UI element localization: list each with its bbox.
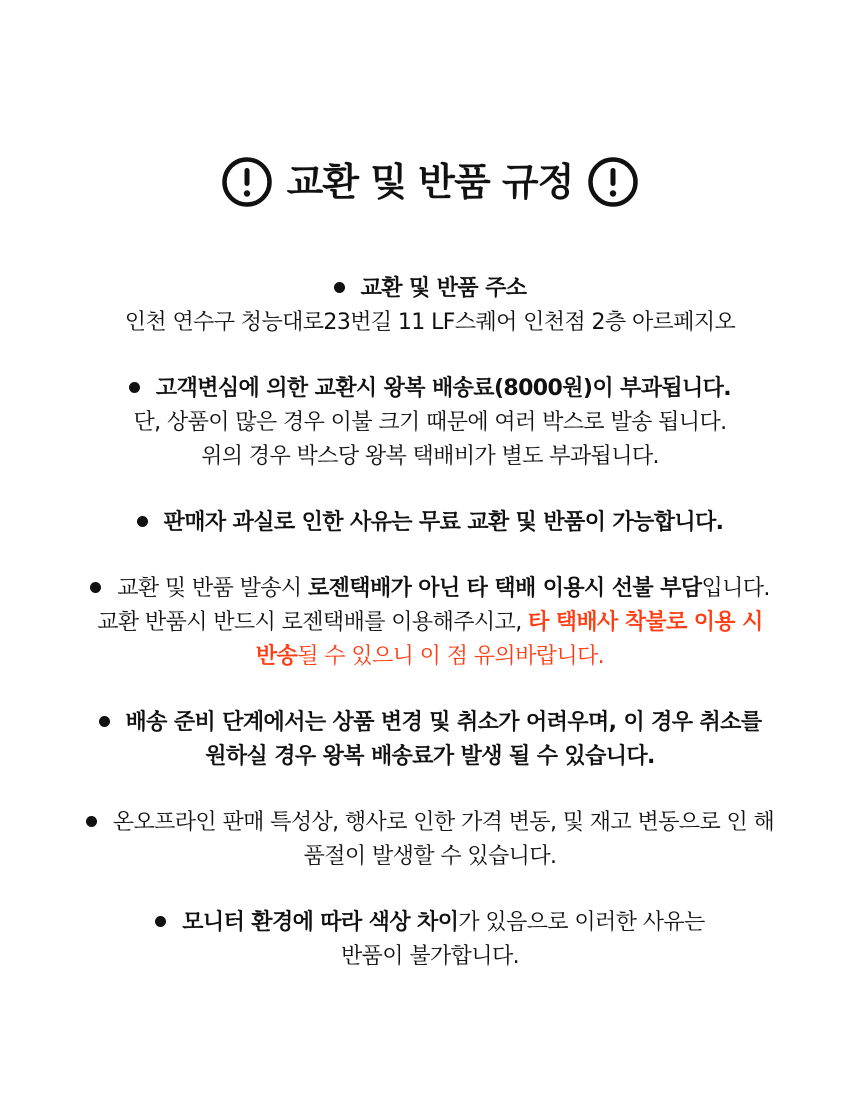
section-text: 교환 및 반품 발송시 [117,576,308,601]
bullet-icon [137,516,148,527]
exclamation-circle-icon [221,156,273,208]
bullet-icon [90,582,101,593]
return-address-text: 인천 연수구 청능대로23번길 11 LF스퀘어 인천점 2층 아르페지오 [124,310,736,335]
section-heading: 판매자 과실로 인한 사유는 무료 교환 및 반품이 가능합니다. [163,510,724,535]
section-change-of-mind [20,372,840,474]
policy-sections [20,272,840,1006]
section-text: 교환 반품시 반드시 로젠택배를 이용해주시고, [97,610,528,635]
bullet-icon [334,282,345,293]
section-stock [20,806,840,874]
section-heading: 배송 준비 단계에서는 상품 변경 및 취소가 어려우며, 이 경우 취소를 [125,710,762,735]
section-heading: 고객변심에 의한 교환시 왕복 배송료(8000원)이 부과됩니다. [155,376,732,401]
section-text: 위의 경우 박스당 왕복 택배비가 별도 부과됩니다. [201,444,659,469]
section-text: 입니다. [701,576,770,601]
section-shipping-prep [20,706,840,774]
section-emphasis: 모니터 환경에 따라 색상 차이 [182,910,459,935]
warning-text: 될 수 있으니 이 점 유의바랍니다. [297,644,605,669]
page-title: 교환 및 반품 규정 [286,160,574,204]
section-seller-fault [20,506,840,540]
warning-text: 반송 [255,644,298,669]
bullet-icon [155,916,166,927]
bullet-icon [99,716,110,727]
bullet-icon [129,382,140,393]
section-courier [20,572,840,674]
exclamation-circle-icon [587,156,639,208]
section-text: 온오프라인 판매 특성상, 행사로 인한 가격 변동, 및 재고 변동으로 인 해 [112,810,775,835]
section-text: 반품이 불가합니다. [340,944,519,969]
section-monitor [20,906,840,974]
section-text: 원하실 경우 왕복 배송료가 발생 될 수 있습니다. [205,744,655,769]
bullet-icon [86,816,97,827]
section-text: 단, 상품이 많은 경우 이불 크기 때문에 여러 박스로 발송 됩니다. [133,410,727,435]
section-text: 품절이 발생할 수 있습니다. [303,844,557,869]
section-heading: 교환 및 반품 주소 [360,276,527,301]
title-row [0,150,860,214]
section-text: 가 있음으로 이러한 사유는 [458,910,705,935]
section-return-address [20,272,840,340]
warning-text: 타 택배사 착불로 이용 시 [527,610,763,635]
section-emphasis: 로젠택배가 아닌 타 택배 이용시 선불 부담 [307,576,702,601]
